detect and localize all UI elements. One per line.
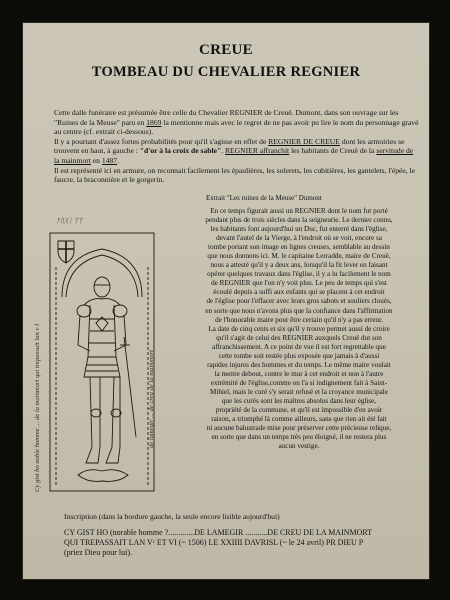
inscription-caption: Inscription (dans la bordure gauche, la seule encore lisible aujourd'hui) bbox=[64, 512, 280, 521]
extract-line: en sorte que dans un temps très peu éloigné, il ne restera plus bbox=[211, 433, 387, 442]
intro-text-segment: . bbox=[221, 146, 225, 156]
inscription-text bbox=[64, 528, 424, 558]
extract-line: nous a attesté qu'il y a deux ans, lorsqu'il la fit lever en faisant bbox=[210, 261, 388, 270]
extract-caption: Extrait "Les ruines de la Meuse" Dumont bbox=[206, 194, 322, 202]
intro-year: 1487 bbox=[101, 155, 118, 165]
intro-text bbox=[54, 108, 420, 185]
tomb-slab-drawing bbox=[32, 227, 182, 497]
intro-paragraph-3: Il est représenté ici en armure, on reconnait facilement les épaulières, les solerets, les cubitières, les gantelets, l'épée, le faucre, la braconnière et le gorgerin. bbox=[54, 165, 416, 185]
inscription-line: QUI TREPASSAIT LAN Vᶜ ET VI (~ 1506) LE XXIIII DAVRISL (~ le 24 avril) PR DIEU P bbox=[64, 538, 364, 547]
intro-text-segment: dont les armoiries se trouvent en haut, à gauche : bbox=[54, 136, 405, 156]
extract-line: en sorte que nous n'avons plus que la confiance dans l'affirmation bbox=[205, 306, 393, 315]
extract-line: devant l'autel de la Vierge, à l'endroit où se voit, encore sa bbox=[216, 234, 382, 243]
intro-paragraph-1 bbox=[54, 108, 420, 137]
extract-line: raison, a triomphé là comme ailleurs, sans que rien ait été fait bbox=[211, 415, 387, 424]
slab-left-inscription: Cy gist ho noble homme ... de la mainmort qui trepassait lan v I bbox=[34, 323, 41, 492]
knight-engraving-image bbox=[32, 227, 182, 497]
intro-arms: "d'or à la croix de sable" bbox=[139, 146, 222, 156]
extract-line: de l'honorable maire pour être certain qu'il n'y a pas erreur. bbox=[215, 315, 383, 324]
extract-line: rapides injures des hommes et du temps. Le même maire voulait bbox=[207, 360, 391, 369]
intro-year: 1869 bbox=[146, 117, 162, 127]
intro-name: REGNIER affranchit bbox=[224, 146, 290, 156]
intro-servitude: servitude de la mainmort bbox=[54, 146, 414, 165]
extract-line: les habitants font aujourd'hui un Duc, fut enterré dans l'église, bbox=[210, 225, 388, 234]
extract-line: affranchissement. A ce point de vue il est fort regrettable que bbox=[212, 342, 386, 351]
extract-line: La date de cinq cents et six qu'il y trouve permet aussi de croire bbox=[208, 324, 390, 333]
extract-line: ni aucune balustrade mise pour préserver cette précieuse relique, bbox=[206, 424, 392, 433]
extract-line: Mihiel, mais le curé s'y serait refusé et la croyance municipale bbox=[210, 387, 388, 396]
extract-line: aucun vestige. bbox=[278, 442, 320, 451]
information-panel bbox=[22, 22, 430, 580]
extract-line: propriété de la commune, et qu'il est impossible d'en avoir bbox=[215, 406, 383, 415]
intro-text-segment: en bbox=[90, 155, 102, 165]
intro-name: REGNIER DE CREUE bbox=[268, 136, 340, 146]
page-title: CREUE bbox=[198, 42, 253, 58]
extract-line: la mettre debout, contre le mur à cet endroit et non à l'autre bbox=[214, 369, 384, 378]
extract-line: de l'église pour l'effacer avec leurs gros sabots et souliers cloués, bbox=[206, 297, 392, 306]
extract-line: En ce temps figurait aussi un REGNIER dont le nom fut porté bbox=[210, 207, 388, 215]
extract-line: opérer quelques travaux dans l'église, il y a lu facilement le nom bbox=[207, 270, 391, 279]
slab-right-inscription: de lamegir ... de creu de la mainmort bbox=[148, 350, 155, 448]
page-subtitle: TOMBEAU DU CHEVALIER REGNIER bbox=[91, 64, 361, 80]
extract-line: qu'il s'agit de celui des REGNIER auxquels Creuë dut son bbox=[216, 333, 382, 342]
extract-text bbox=[180, 207, 418, 451]
extract-line: pendant plus de trois siècles dans la seigneurie. Le dernier connu, bbox=[205, 216, 393, 225]
inscription-line: (priez Dieu pour lui). bbox=[64, 548, 132, 557]
extract-line: écoulé depuis a suffi aux enfants qui se placent à cet endroit bbox=[213, 288, 385, 297]
extract-line: que nous donnons ici. M. le capitaine Lerradde, maire de Creuë, bbox=[207, 252, 391, 261]
extract-line: cette tombe soit restée plus exposée que jamais à d'aussi bbox=[218, 351, 380, 360]
intro-text-segment: Cette dalle funéraire est présumée être celle du Chevalier REGNIER de Creuë. Dumont, dans son ouvrage sur les "Ruines de la Meuse" paru en bbox=[54, 108, 399, 127]
extract-line: extrémité de l'église,comme on l'a si indignement fait à Saint- bbox=[210, 378, 388, 387]
intro-paragraph-2 bbox=[54, 137, 420, 166]
extract-line: que les curés sont les maîtres absolus dans leur église, bbox=[221, 396, 377, 405]
extract-line: de REGNIER que l'on n'y voit plus. Le peu de temps qui s'est bbox=[211, 279, 387, 288]
inscription-line: CY GIST HO (norable homme ?.............DE LAMEGIR ...........DE CREU DE LA MAINMORT bbox=[64, 528, 373, 537]
intro-text-segment: Il y a pourtant d'assez fortes probabilités pour qu'il s'agisse en effet de bbox=[54, 136, 269, 146]
slab-arms-text: ᚨᚢᚷᛁ ᛘᛘ bbox=[56, 218, 83, 225]
extract-line: tombe portant son image en lignes creuses, semblable au dessin bbox=[208, 243, 390, 252]
intro-text-segment: les habitants de Creuë de la bbox=[289, 146, 377, 156]
intro-text-segment: la mentionne mais avec le regret de ne pas avoir pu lire le nom du personnage gravé au centre (cf. extrait ci-dessous). bbox=[54, 117, 419, 137]
intro-text-segment: . bbox=[117, 155, 119, 165]
